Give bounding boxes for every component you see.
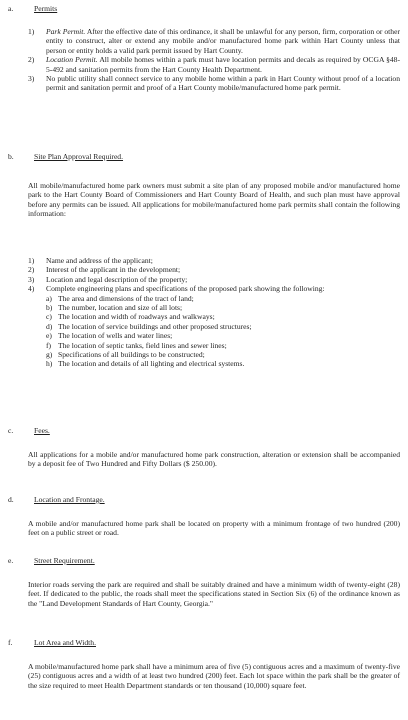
section-b-heading (8, 152, 123, 161)
list-item: 2) Location Permit. All mobile homes within a park must have location permits and decals as required by OCGA §48-5-492 and sanitation permits from the Hart County Health Department. (28, 55, 401, 74)
sub-list-item: e) The location of wells and water lines; (46, 331, 173, 341)
section-title: Site Plan Approval Required. (34, 152, 124, 161)
section-title: Fees. (34, 426, 50, 435)
section-letter: a. (8, 4, 14, 13)
sub-list-item: c) The location and width of roadways and walkways; (46, 312, 215, 322)
item-term: Location Permit. (46, 55, 98, 65)
item-term: Park Permit. (46, 27, 86, 36)
section-letter: e. (8, 556, 14, 565)
section-title: Street Requirement. (34, 556, 95, 565)
sub-list-item: g) Specifications of all buildings to be constructed; (46, 350, 205, 360)
section-letter: c. (8, 426, 14, 435)
section-letter: d. (8, 495, 14, 504)
section-letter: b. (8, 152, 14, 161)
sub-list (28, 294, 400, 369)
sub-list-item: b) The number, location and size of all lots; (46, 303, 183, 313)
section-e-text: Interior roads serving the park are required and shall be suitably drained and have a minimum width of twenty-eight (28) feet. If dedicated to the public, the roads shall meet the specifications stated in Section Six (6) of the ordinance known as the "Land Development Standards of Hart County, Georgia." (28, 580, 400, 608)
item-text: Location and legal description of the property; (46, 274, 188, 284)
item-text: No public utility shall connect service to any mobile home within a park in Hart County without proof of a location permit and sanitation permit and proof of a Hart County mobile/manufactured home park permit. (46, 74, 400, 93)
list-item: 1) Park Permit. After the effective date of this ordinance, it shall be unlawful for any person, firm, corporation or other entity to construct, alter or extend any mobile and/or manufactured home park within Hart County unless that person or entity holds a valid park permit issued by Hart County. (28, 27, 400, 55)
section-title: Lot Area and Width. (34, 638, 96, 647)
section-a-list (28, 27, 400, 93)
section-b-list (28, 256, 400, 369)
list-item: 4) Complete engineering plans and specifications of the proposed park showing the following: (28, 284, 325, 294)
section-c-text: All applications for a mobile and/or manufactured home park construction, alteration or extension shall be accompanied by a deposit fee of Two Hundred and Fifty Dollars ($ 250.00). (28, 450, 400, 469)
section-a-heading (8, 4, 57, 13)
list-item: 3) No public utility shall connect service to any mobile home within a park in Hart County without proof of a location permit and sanitation permit and proof of a Hart County mobile/manufactured home park permit. (28, 74, 400, 93)
section-d-heading (8, 495, 105, 504)
sub-list-item: h) The location and details of all lighting and electrical systems. (46, 359, 245, 369)
sub-list-item: f) The location of septic tanks, field lines and sewer lines; (46, 340, 227, 350)
list-item: 2) Interest of the applicant in the development; (28, 265, 181, 275)
section-d-text: A mobile and/or manufactured home park shall be located on property with a minimum frontage of two hundred (200) feet on a public street or road. (28, 519, 400, 538)
section-letter: f. (8, 638, 13, 647)
section-f-text: A mobile/manufactured home park shall have a minimum area of five (5) contiguous acres and a maximum of twenty-five (25) contiguous acres and a width of at least two hundred (200) feet. Each lot space within the park shall be the greater of the size required to meet Health Department standards or ten thousand (10,000) square feet. (28, 662, 400, 690)
sub-list-item: d) The location of service buildings and other proposed structures; (46, 321, 252, 331)
section-e-heading (8, 556, 95, 565)
item-text: All mobile homes within a park must have location permits and decals as required by OCGA §48-5-492 and sanitation permits from the Hart County Health Department. (46, 55, 401, 74)
section-c-heading (8, 426, 50, 435)
sub-list-item: a) The area and dimensions of the tract of land; (46, 293, 194, 303)
list-item: 1) Name and address of the applicant; (28, 256, 153, 265)
section-f-heading (8, 638, 96, 647)
item-text: Name and address of the applicant; (46, 256, 153, 265)
list-item: 3) Location and legal description of the property; (28, 274, 188, 284)
section-title: Permits (34, 4, 58, 13)
item-text: After the effective date of this ordinance, it shall be unlawful for any person, firm, corporation or other entity to construct, alter or extend any mobile and/or manufactured home park within Hart County unless that person or entity holds a valid park permit issued by Hart County. (46, 27, 400, 55)
section-title: Location and Frontage. (34, 495, 105, 504)
item-text: Interest of the applicant in the development; (46, 265, 181, 275)
section-b-intro: All mobile/manufactured home park owners must submit a site plan of any proposed mobile and/or manufactured home park to the Hart County Board of Commissioners and Hart County Board of Health, and such plan must have approval before any permits can be issued. All applications for mobile/manufactured home park permits shall contain the following information: (28, 181, 400, 219)
item-text: Complete engineering plans and specifications of the proposed park showing the following: (46, 284, 325, 294)
